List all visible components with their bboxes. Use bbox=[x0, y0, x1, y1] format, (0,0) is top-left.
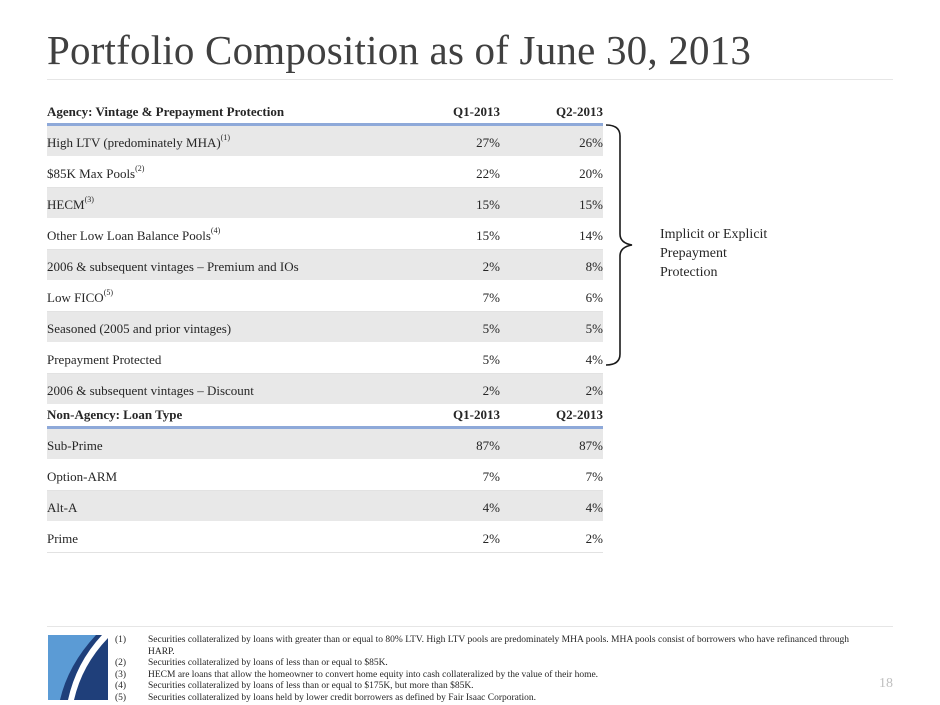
row-q1-value: 5% bbox=[482, 352, 500, 367]
footnote-item bbox=[115, 670, 875, 682]
row-q2-value: 20% bbox=[579, 166, 603, 181]
annotation-line: Prepayment bbox=[660, 246, 727, 261]
row-q1-value: 2% bbox=[482, 259, 500, 274]
row-q2-value: 2% bbox=[585, 383, 603, 398]
row-q2-value: 15% bbox=[579, 197, 603, 212]
footnote-ref: (2) bbox=[135, 164, 145, 173]
row-q1-value: 87% bbox=[476, 438, 500, 453]
nonagency-header-q2: Q2-2013 bbox=[556, 407, 603, 422]
table-row bbox=[47, 157, 603, 188]
row-q1-value: 15% bbox=[476, 197, 500, 212]
footnote-text: Securities collateralized by loans of less than or equal to $85K. bbox=[148, 658, 388, 669]
nonagency-table-header bbox=[47, 403, 603, 429]
footnote-text: Securities collateralized by loans with greater than or equal to 80% LTV. High LTV pools are predominately MHA pools. MHA pools consist of borrowers who have refinanced through HARP. bbox=[148, 635, 850, 657]
row-q2-value: 26% bbox=[579, 135, 603, 150]
row-label: 2006 & subsequent vintages – Premium and IOs bbox=[47, 259, 299, 274]
prepayment-annotation bbox=[660, 225, 767, 282]
footnote-number: (5) bbox=[115, 692, 127, 703]
footnote-number: (4) bbox=[115, 681, 127, 692]
footnote-number: (3) bbox=[115, 669, 127, 680]
footnote-item bbox=[115, 681, 875, 693]
nonagency-header-label: Non-Agency: Loan Type bbox=[47, 407, 183, 422]
row-label: Prepayment Protected bbox=[47, 352, 162, 367]
footnote-item bbox=[115, 635, 875, 658]
row-q2-value: 87% bbox=[579, 438, 603, 453]
row-label: HECM$^{(3)}$ bbox=[47, 195, 94, 212]
annotation-line: Implicit or Explicit bbox=[660, 227, 768, 242]
table-row bbox=[47, 219, 603, 250]
footnote-ref: (5) bbox=[103, 288, 114, 297]
agency-header-q1: Q1-2013 bbox=[453, 104, 500, 119]
row-label: Low FICO$^{(5)}$ bbox=[47, 288, 114, 305]
row-q1-value: 27% bbox=[476, 135, 500, 150]
row-q2-value: 14% bbox=[579, 228, 603, 243]
footnote-number: (1) bbox=[115, 635, 127, 645]
footnote-ref: (4) bbox=[210, 226, 221, 235]
bracket-icon bbox=[606, 122, 636, 368]
footnote-text: HECM are loans that allow the homeowner to convert home equity into cash collateralized by the value of their home. bbox=[148, 669, 599, 680]
row-label: High LTV (predominately MHA)$^{(1)}$ bbox=[47, 133, 230, 150]
table-row bbox=[47, 312, 603, 343]
table-row bbox=[47, 188, 603, 219]
row-q1-value: 15% bbox=[476, 228, 500, 243]
footnote-item bbox=[115, 693, 875, 705]
row-q2-value: 4% bbox=[585, 352, 603, 367]
row-label: Other Low Loan Balance Pools$^{(4)}$ bbox=[47, 226, 221, 243]
table-row bbox=[47, 281, 603, 312]
title-divider bbox=[47, 79, 893, 80]
table-row bbox=[47, 460, 603, 491]
footnote-number: (2) bbox=[115, 658, 127, 669]
footnote-text: Securities collateralized by loans held by lower credit borrowers as defined by Fair Isaac Corporation. bbox=[148, 692, 537, 703]
agency-table-header bbox=[47, 100, 603, 126]
annotation-line: Protection bbox=[660, 265, 718, 280]
row-label: Prime bbox=[47, 531, 79, 546]
table-row bbox=[47, 522, 603, 553]
row-q1-value: 2% bbox=[482, 383, 500, 398]
footnote-text: Securities collateralized by loans of less than or equal to $175K, but more than $85K. bbox=[148, 681, 474, 692]
row-label: Option-ARM bbox=[47, 469, 118, 484]
company-logo-icon bbox=[48, 635, 108, 700]
agency-header-label: Agency: Vintage & Prepayment Protection bbox=[47, 104, 285, 119]
row-q2-value: 5% bbox=[585, 321, 603, 336]
page-number: 18 bbox=[879, 676, 893, 691]
table-row bbox=[47, 126, 603, 157]
page-title: Portfolio Composition as of June 30, 2013 bbox=[47, 27, 752, 73]
table-row bbox=[47, 250, 603, 281]
row-q1-value: 7% bbox=[482, 290, 500, 305]
agency-header-q2: Q2-2013 bbox=[556, 104, 603, 119]
footnotes bbox=[115, 635, 875, 705]
row-q2-value: 4% bbox=[585, 500, 603, 515]
row-q2-value: 7% bbox=[585, 469, 603, 484]
row-q1-value: 4% bbox=[482, 500, 500, 515]
row-q1-value: 5% bbox=[482, 321, 500, 336]
row-q1-value: 22% bbox=[476, 166, 500, 181]
table-row bbox=[47, 374, 603, 405]
row-label: Sub-Prime bbox=[47, 438, 103, 453]
row-q2-value: 6% bbox=[585, 290, 603, 305]
row-label: Seasoned (2005 and prior vintages) bbox=[47, 321, 232, 336]
nonagency-header-q1: Q1-2013 bbox=[453, 407, 500, 422]
table-row bbox=[47, 343, 603, 374]
footnote-ref: (3) bbox=[84, 195, 94, 204]
footnote-item bbox=[115, 658, 875, 670]
footer-divider bbox=[47, 626, 893, 627]
row-label: Alt-A bbox=[47, 500, 78, 515]
row-label: $85K Max Pools$^{(2)}$ bbox=[47, 164, 145, 181]
row-q2-value: 2% bbox=[585, 531, 603, 546]
row-q1-value: 2% bbox=[482, 531, 500, 546]
footnote-ref: (1) bbox=[220, 133, 230, 142]
agency-table bbox=[47, 100, 603, 405]
table-row bbox=[47, 491, 603, 522]
row-q2-value: 8% bbox=[585, 259, 603, 274]
row-label: 2006 & subsequent vintages – Discount bbox=[47, 383, 254, 398]
row-q1-value: 7% bbox=[482, 469, 500, 484]
table-row bbox=[47, 429, 603, 460]
nonagency-table bbox=[47, 403, 603, 553]
